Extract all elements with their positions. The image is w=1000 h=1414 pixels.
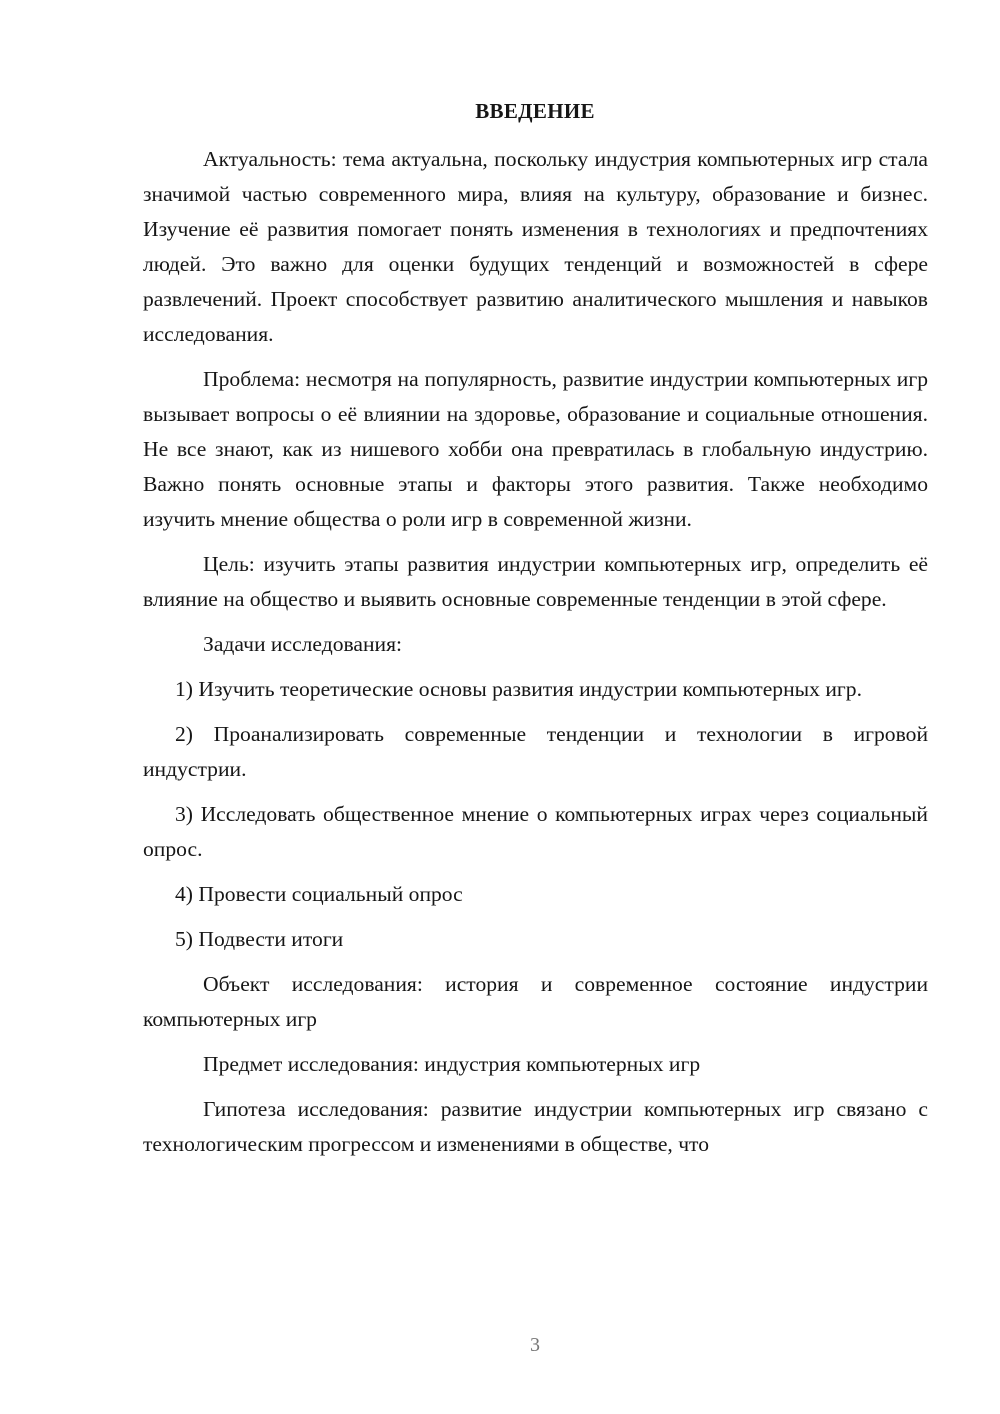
problem-paragraph: Проблема: несмотря на популярность, развитие индустрии компьютерных игр вызывает вопросы о её влиянии на здоровье, образование и социальные отношения. Не все знают, как из нишевого хобби она превратилась в глобальную индустрию. Важно понять основные этапы и факторы этого развития. Также необходимо изучить мнение общества о роли игр в современной жизни.: [143, 367, 928, 531]
subject-paragraph: Предмет исследования: индустрия компьютерных игр: [203, 1052, 701, 1076]
relevance-paragraph: Актуальность: тема актуальна, поскольку индустрия компьютерных игр стала значимой частью современного мира, влияя на культуру, образование и бизнес. Изучение её развития помогает понять изменения в технологиях и предпочтениях людей. Это важно для оценки будущих тенденций и возможностей в сфере развлечений. Проект способствует развитию аналитического мышления и навыков исследования.: [143, 147, 928, 346]
task-item: 1) Изучить теоретические основы развития индустрии компьютерных игр.: [175, 677, 862, 701]
tasks-heading: Задачи исследования:: [203, 632, 403, 656]
goal-paragraph: Цель: изучить этапы развития индустрии компьютерных игр, определить её влияние на общество и выявить основные современные тенденции в этой сфере.: [143, 552, 928, 611]
section-heading: ВВЕДЕНИЕ: [475, 99, 595, 123]
page-number: 3: [530, 1334, 540, 1356]
task-item: 5) Подвести итоги: [175, 927, 344, 951]
hypothesis-paragraph: Гипотеза исследования: развитие индустрии компьютерных игр связано с технологическим прогрессом и изменениями в обществе, что: [143, 1097, 928, 1156]
task-item: 2) Проанализировать современные тенденции и технологии в игровой индустрии.: [143, 722, 928, 781]
task-item: 4) Провести социальный опрос: [175, 882, 463, 906]
body-text: [143, 142, 928, 1162]
task-item: 3) Исследовать общественное мнение о компьютерных играх через социальный опрос.: [143, 802, 928, 861]
object-paragraph: Объект исследования: история и современное состояние индустрии компьютерных игр: [143, 972, 928, 1031]
